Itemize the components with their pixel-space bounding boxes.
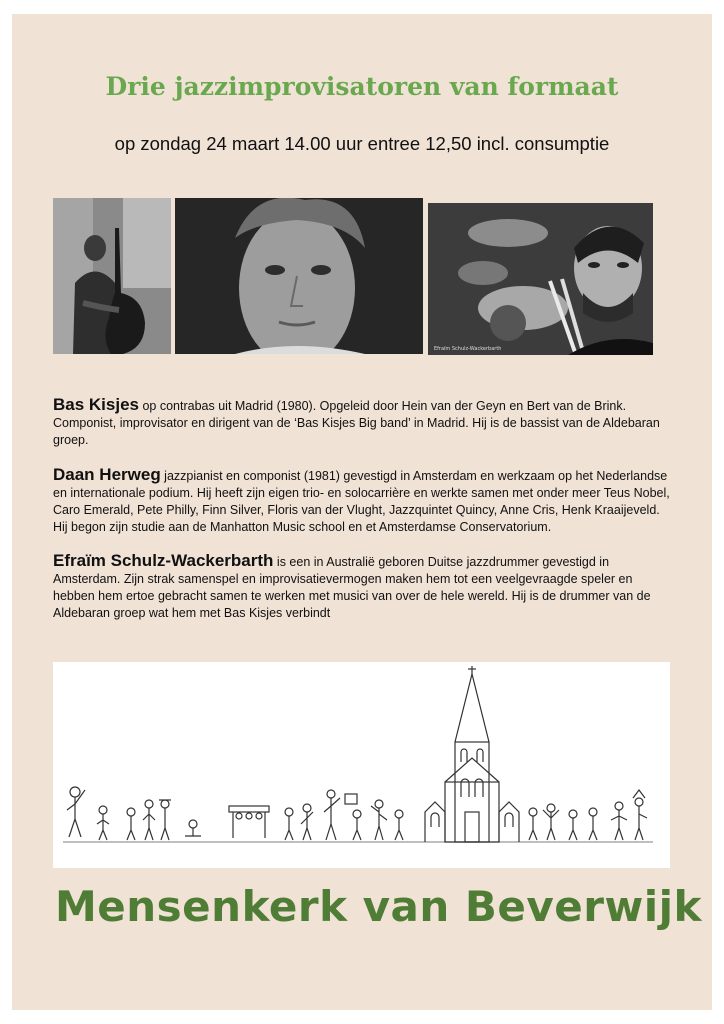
venue-name: Mensenkerk van Beverwijk xyxy=(55,882,702,931)
bio-daan-herweg xyxy=(53,466,673,536)
bio-bas-kisjes xyxy=(53,396,673,449)
photo-caption: Efraïm Schulz-Wackerbarth xyxy=(434,346,502,352)
bio-name: Daan Herweg xyxy=(53,465,161,484)
event-details: op zondag 24 maart 14.00 uur entree 12,50 incl. consumptie xyxy=(114,133,610,154)
bio-text: is een in Australië geboren Duitse jazzdrummer gevestigd in Amsterdam. Zijn strak samenspel en improvisatievermogen maken hem tot een veelgevraagde speler en hebben hem ertoe gebracht samen te werken met musici van over de hele wereld. Hij is de drummer van de Aldebaran groep wat hem met Bas Kisjes verbindt xyxy=(53,555,651,620)
church-drawing xyxy=(53,662,670,868)
photo-pianist xyxy=(175,198,423,354)
bio-name: Bas Kisjes xyxy=(53,395,139,414)
photo-bassist xyxy=(53,198,171,354)
bio-name: Efraïm Schulz-Wackerbarth xyxy=(53,551,274,570)
bio-text: jazzpianist en componist (1981) gevestigd in Amsterdam en werkzaam op het Nederlandse en internationale podium. Hij heeft zijn eigen trio- en solocarrière en werkte samen met onder meer Teus Nobel, Caro Emerald, Pete Philly, Finn Silver, Floris van der Vlught, Jazzquintet Quincy, Anne Cris, Henk Kraaijeveld. Hij begon zijn studie aan de Manhatton Music school en et Amsterdamse Conservatorium. xyxy=(53,469,670,534)
bio-efraim-schulz-wackerbarth xyxy=(53,552,673,622)
bio-text: op contrabas uit Madrid (1980). Opgeleid door Hein van der Geyn en Bert van de Brink. Componist, improvisator en dirigent van de ‘Bas Kisjes Big band’ in Madrid. Hij is de bassist van de Aldebaran groep. xyxy=(53,399,660,447)
headline: Drie jazzimprovisatoren van formaat xyxy=(105,72,619,101)
photo-drummer xyxy=(428,203,653,355)
